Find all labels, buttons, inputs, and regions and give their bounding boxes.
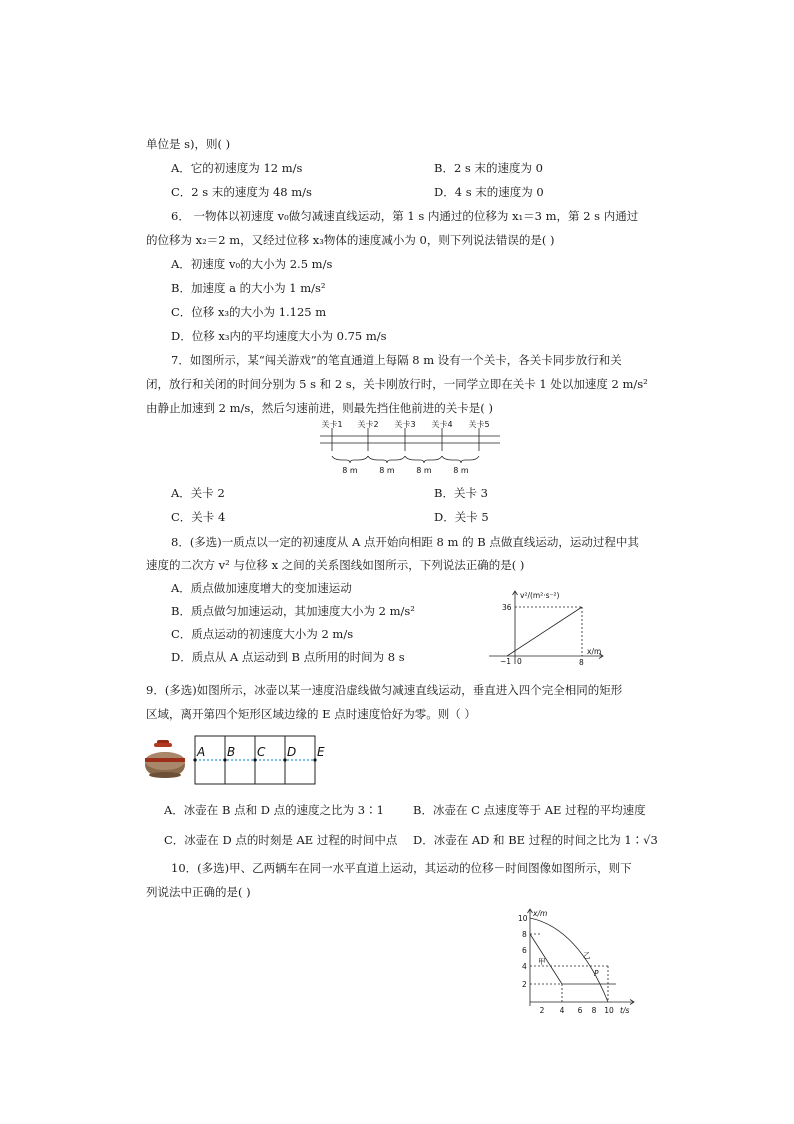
q10-label-p: P (594, 969, 599, 978)
q10-stem-line2: 列说法中正确的是( ) (146, 885, 251, 899)
q9-option-c: C．冰壶在 D 点的时刻是 AE 过程的时间中点 (164, 833, 398, 847)
q7-label-gate4: 关卡4 (431, 420, 453, 429)
q9-stem-line2: 区域，离开第四个矩形区域边缘的 E 点时速度恰好为零。则（ ） (146, 707, 476, 721)
q7-option-a: A．关卡 2 (171, 486, 225, 500)
q7-checkpoint-figure (312, 418, 507, 478)
q10-xtick-8: 8 (591, 1006, 597, 1015)
q10-xtick-10: 10 (604, 1006, 614, 1015)
q7-spacing-2: 8 m (379, 466, 395, 475)
q7-option-c: C．关卡 4 (171, 510, 226, 524)
q9-point-b: B (227, 745, 236, 759)
q7-stem-line2: 闭，放行和关闭的时间分别为 5 s 和 2 s，关卡刚放行时，一同学立即在关卡 1 处以加速度 2 m/s² (146, 377, 648, 391)
q10-x-t-graph (508, 906, 640, 1018)
q8-xtick-8: 8 (579, 658, 584, 667)
q6-option-d: D．位移 x₃内的平均速度大小为 0.75 m/s (171, 329, 387, 343)
curling-stone-icon (145, 740, 185, 778)
q10-xtick-4: 4 (559, 1006, 565, 1015)
q8-stem-line1: 8．(多选)一质点以一定的初速度从 A 点开始向相距 8 m 的 B 点做直线运动，运动过程中其 (171, 535, 639, 549)
q7-label-gate5: 关卡5 (468, 420, 490, 429)
q7-option-b: B．关卡 3 (434, 486, 488, 500)
q7-spacing-3: 8 m (416, 466, 432, 475)
q5-option-b: B．2 s 末的速度为 0 (434, 161, 543, 175)
q5-option-c: C．2 s 末的速度为 48 m/s (171, 185, 312, 199)
q9-point-d: D (287, 745, 297, 759)
q10-label-jia: 甲 (538, 957, 546, 966)
q8-option-c: C．质点运动的初速度大小为 2 m/s (171, 627, 354, 641)
q9-point-a: A (197, 745, 206, 759)
q5-option-a: A．它的初速度为 12 m/s (171, 161, 303, 175)
q10-ytick-6: 6 (522, 946, 527, 955)
q9-stem-line1: 9．(多选)如图所示，冰壶以某一速度沿虚线做匀减速直线运动，垂直进入四个完全相同的矩形 (146, 683, 623, 697)
q10-label-yi: 乙 (583, 951, 591, 960)
q10-xlabel: t/s (620, 1006, 630, 1015)
q10-ytick-8: 8 (522, 930, 527, 939)
q5-stem-tail: 单位是 s)，则( ) (146, 137, 231, 151)
q10-xtick-6: 6 (577, 1006, 583, 1015)
q6-option-b: B．加速度 a 的大小为 1 m/s² (171, 281, 326, 295)
q6-option-c: C．位移 x₃的大小为 1.125 m (171, 305, 327, 319)
q10-ytick-10: 10 (518, 914, 528, 923)
q10-ytick-2: 2 (522, 980, 527, 989)
q8-option-d: D．质点从 A 点运动到 B 点所用的时间为 8 s (171, 650, 405, 664)
q8-stem-line2: 速度的二次方 v² 与位移 x 之间的关系图线如图所示，下列说法正确的是( ) (146, 558, 525, 572)
q8-option-b: B．质点做匀加速运动，其加速度大小为 2 m/s² (171, 604, 415, 618)
q9-option-b: B．冰壶在 C 点速度等于 AE 过程的平均速度 (413, 803, 646, 817)
q10-stem-line1: 10．(多选)甲、乙两辆车在同一水平直道上运动，其运动的位移－时间图像如图所示，则下 (171, 861, 632, 875)
q8-ylabel: v²/(m²·s⁻²) (520, 591, 560, 600)
q9-curling-figure (140, 734, 330, 786)
q8-xlabel: x/m (587, 647, 602, 656)
q9-point-e: E (317, 745, 325, 759)
q8-ytick-36: 36 (502, 603, 512, 612)
q8-origin: 0 (517, 657, 522, 666)
q7-label-gate2: 关卡2 (357, 420, 379, 429)
q6-option-a: A．初速度 v₀的大小为 2.5 m/s (171, 257, 333, 271)
q10-xtick-2: 2 (539, 1006, 545, 1015)
q7-option-d: D．关卡 5 (434, 510, 489, 524)
q7-label-gate3: 关卡3 (394, 420, 416, 429)
q9-option-d: D．冰壶在 AD 和 BE 过程的时间之比为 1∶√3 (413, 833, 658, 847)
q8-option-a: A．质点做加速度增大的变加速运动 (171, 581, 352, 595)
q7-spacing-1: 8 m (342, 466, 358, 475)
q7-stem-line3: 由静止加速到 2 m/s，然后匀速前进，则最先挡住他前进的关卡是( ) (146, 401, 493, 415)
q6-stem-line1: 6． 一物体以初速度 v₀做匀减速直线运动，第 1 s 内通过的位移为 x₁＝3 m，第 2 s 内通过 (171, 209, 639, 223)
q5-option-d: D．4 s 末的速度为 0 (434, 185, 544, 199)
q10-ytick-4: 4 (522, 962, 527, 971)
q10-ylabel: x/m (533, 909, 548, 918)
q9-point-c: C (257, 745, 266, 759)
q7-spacing-4: 8 m (453, 466, 469, 475)
q6-stem-line2: 的位移为 x₂＝2 m，又经过位移 x₃物体的速度减小为 0，则下列说法错误的是( ) (146, 233, 555, 247)
q7-label-gate1: 关卡1 (321, 420, 343, 429)
q8-v2-x-graph (485, 588, 610, 668)
q9-option-a: A．冰壶在 B 点和 D 点的速度之比为 3∶1 (164, 803, 384, 817)
q8-xtick-neg1: −1 (500, 657, 512, 666)
q7-stem-line1: 7．如图所示，某“闯关游戏”的笔直通道上每隔 8 m 设有一个关卡，各关卡同步放行和关 (171, 353, 622, 367)
